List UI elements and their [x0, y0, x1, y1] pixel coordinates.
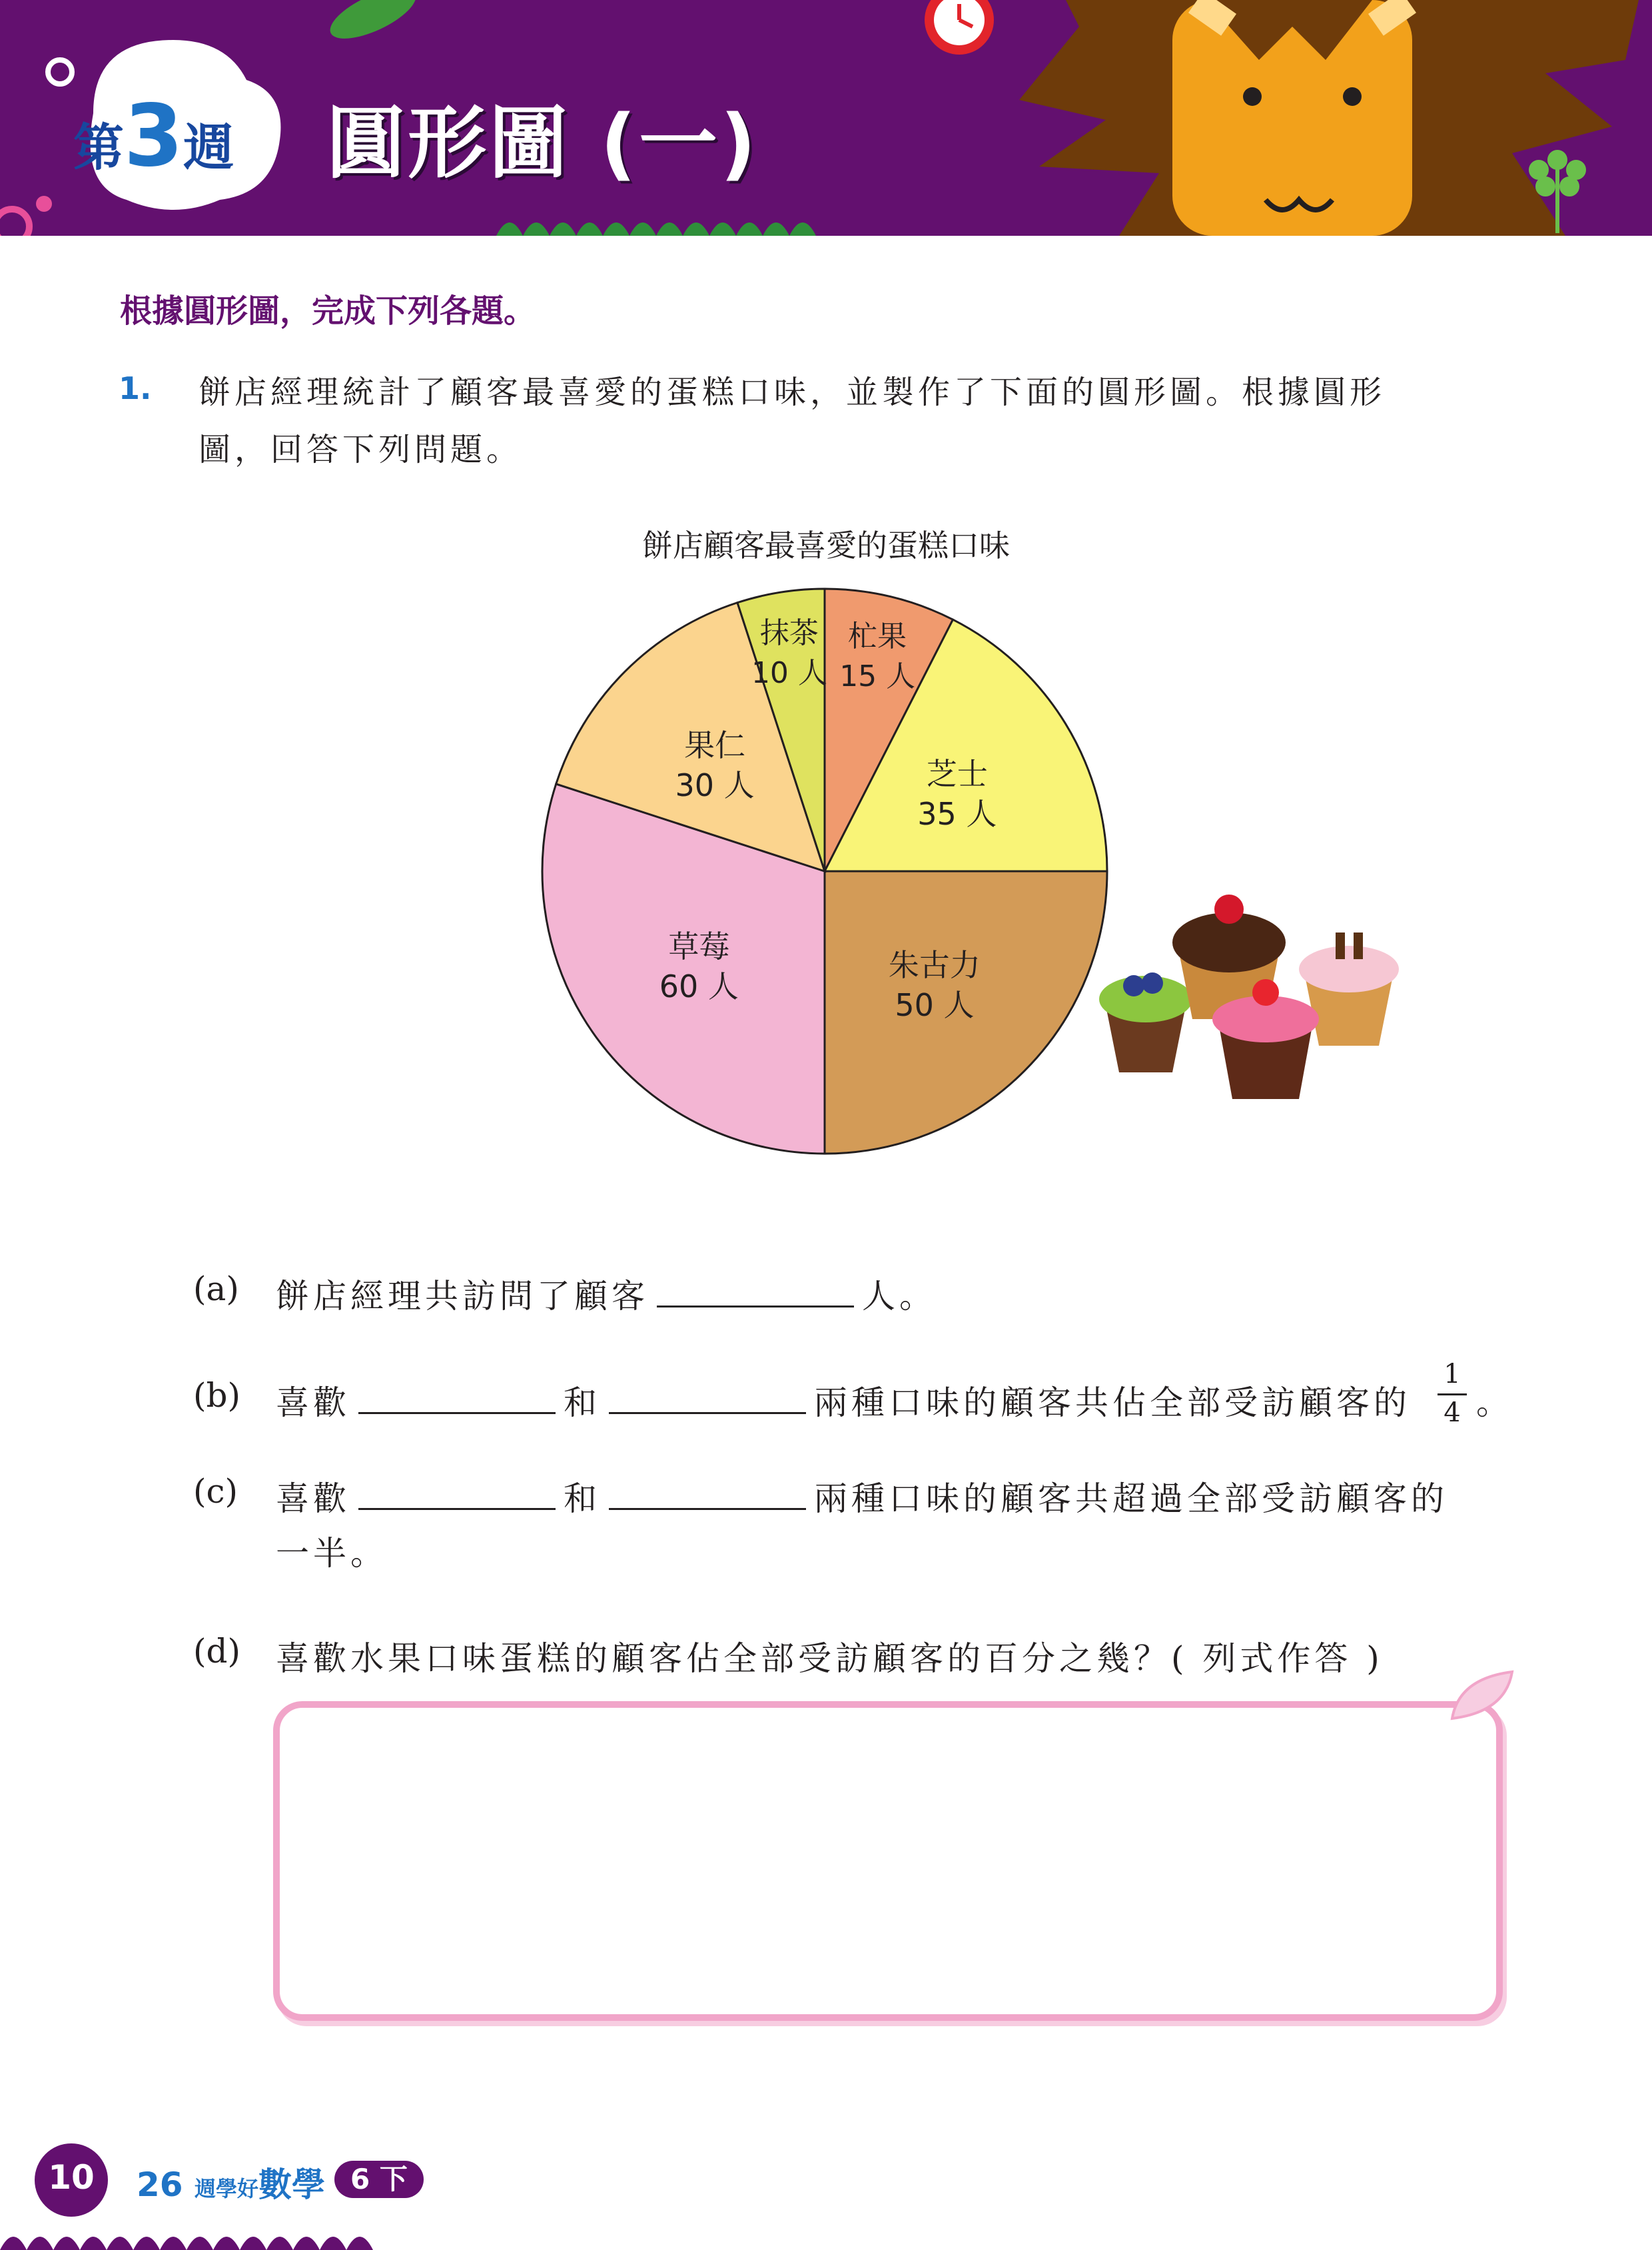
answer-blank-b1[interactable]	[358, 1379, 556, 1414]
slice-category-label: 果仁	[684, 727, 746, 764]
slice-value-label: 50 人	[895, 986, 975, 1023]
brand-main: 數學	[258, 2165, 326, 2204]
subquestion-a-label: (a)	[193, 1270, 239, 1308]
subquestion-d-text: 喜歡水果口味蛋糕的顧客佔全部受訪顧客的百分之幾？( 列式作答 )	[276, 1639, 1384, 1678]
fraction-numerator: 1	[1444, 1359, 1461, 1389]
grass-decoration	[496, 222, 816, 236]
dot-decoration	[36, 196, 52, 212]
subquestion-c-label: (c)	[193, 1472, 238, 1511]
alarm-clock-icon	[925, 0, 994, 55]
subquestion-c-text: 喜歡	[276, 1479, 350, 1518]
subquestion-d-label: (d)	[193, 1632, 241, 1671]
subquestion-b	[276, 1376, 1411, 1424]
subquestion-b-text: 喜歡	[276, 1383, 350, 1422]
subquestion-a-text-end: 人。	[862, 1277, 937, 1315]
subquestion-a-text: 餅店經理共訪問了顧客	[276, 1277, 649, 1315]
footer-brand	[137, 2158, 325, 2206]
slice-value-label: 10 人	[751, 655, 827, 690]
slice-category-label: 芝士	[926, 756, 988, 793]
answer-box[interactable]	[273, 1701, 1503, 2021]
answer-blank-a[interactable]	[657, 1272, 854, 1308]
subquestion-b-period: 。	[1476, 1383, 1513, 1422]
leaf-decoration-icon	[1446, 1665, 1519, 1725]
chart-title: 餅店顧客最喜愛的蛋糕口味	[642, 528, 1010, 563]
slice-value-label: 15 人	[839, 659, 916, 694]
brand-number: 26	[137, 2165, 183, 2204]
fraction-bar	[1438, 1393, 1467, 1395]
slice-value-label: 30 人	[675, 767, 755, 804]
page-number: 10	[48, 2158, 95, 2197]
page-title: 圓形圖 (一)	[326, 97, 759, 189]
question-text-line1: 餅店經理統計了顧客最喜愛的蛋糕口味，並製作了下面的圓形圖。根據圓形	[199, 374, 1386, 411]
lion-face-icon	[1172, 0, 1416, 236]
answer-blank-c1[interactable]	[358, 1475, 556, 1510]
subquestion-c-line2: 一半。	[276, 1534, 388, 1573]
leaf-icon	[324, 0, 423, 49]
subquestion-a	[276, 1270, 937, 1317]
week-label: 第3週	[73, 87, 234, 186]
slice-category-label: 草莓	[668, 929, 730, 965]
pie-chart	[466, 513, 1465, 1166]
answer-blank-b2[interactable]	[609, 1379, 806, 1414]
brand-small: 週學好	[195, 2176, 259, 2201]
question-text-line2: 圖，回答下列問題。	[199, 431, 523, 468]
slice-value-label: 35 人	[917, 796, 997, 833]
fraction-denominator: 4	[1444, 1397, 1461, 1428]
cupcake-icon	[1099, 972, 1192, 1072]
footer-scallop	[0, 2210, 400, 2250]
subquestion-b-and: 和	[564, 1383, 601, 1422]
slice-category-label: 抹茶	[759, 615, 819, 650]
instruction-text: 根據圓形圖，完成下列各題。	[120, 292, 536, 330]
answer-blank-c2[interactable]	[609, 1475, 806, 1510]
ring-decoration	[0, 209, 29, 236]
cupcakes-illustration	[1099, 895, 1399, 1099]
subquestion-c-text-end: 兩種口味的顧客共超過全部受訪顧客的	[814, 1479, 1448, 1518]
subquestion-c-and: 和	[564, 1479, 601, 1518]
grade-badge: 6 下	[334, 2161, 424, 2198]
slice-category-label: 朱古力	[888, 946, 981, 983]
question-number: 1.	[119, 370, 152, 406]
header-banner	[0, 0, 1652, 236]
subquestion-b-text-end: 兩種口味的顧客共佔全部受訪顧客的	[814, 1383, 1411, 1422]
slice-value-label: 60 人	[659, 968, 739, 1005]
slice-category-label: 杧果	[848, 619, 907, 654]
subquestion-c	[276, 1472, 1448, 1520]
subquestion-b-label: (b)	[193, 1376, 241, 1415]
